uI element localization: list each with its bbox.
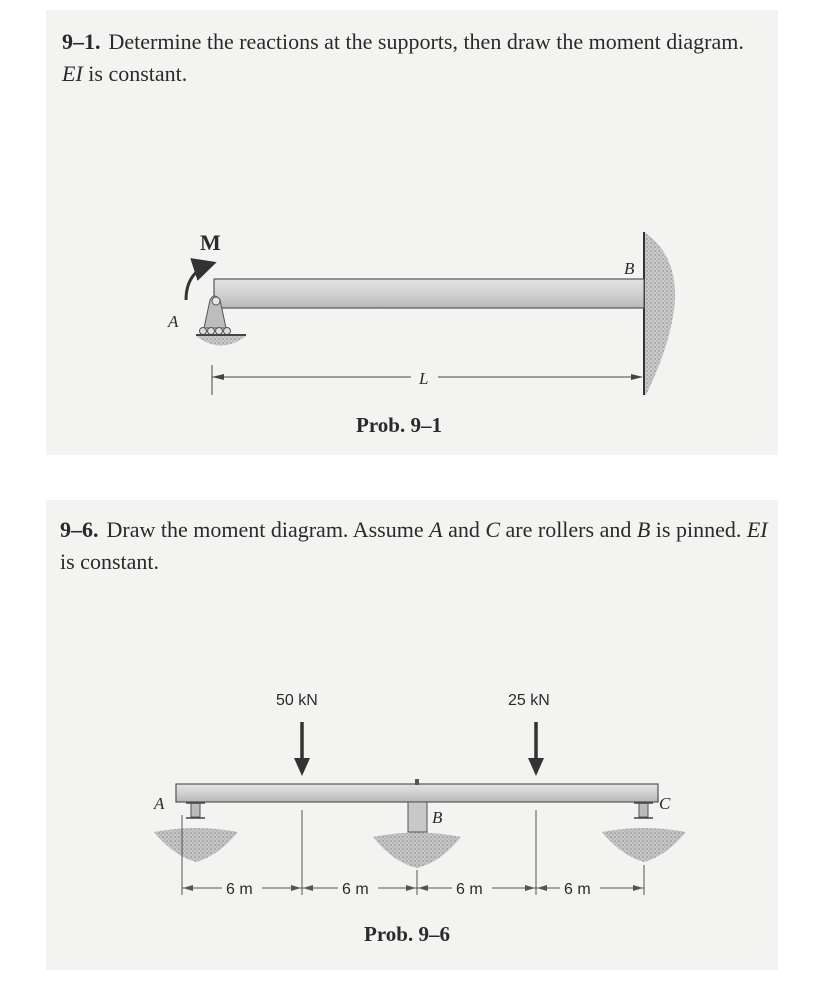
support-a-label: A: [154, 794, 165, 813]
continuous-beam-figure: [46, 500, 778, 970]
span-label-1: 6 m: [226, 881, 253, 898]
support-b-label: B: [624, 259, 635, 278]
support-a-ref: A: [429, 517, 443, 542]
roller-support-a: [154, 803, 238, 862]
figure-caption: Prob. 9–1: [356, 413, 442, 437]
cantilever-figure: [46, 10, 778, 455]
load-label-25kn: 25 kN: [508, 692, 550, 709]
pin-support-b: [373, 802, 461, 868]
load-arrow-25kn: [528, 722, 544, 776]
support-c-ref: C: [485, 517, 501, 542]
problem-text-end: is constant.: [60, 549, 159, 574]
span-label-2: 6 m: [342, 881, 369, 898]
problem-number: 9–1.: [62, 29, 101, 54]
support-c-label: C: [659, 794, 671, 813]
problem-text-end: is constant.: [88, 61, 188, 86]
beam: [176, 784, 658, 802]
problem-number: 9–6.: [60, 517, 99, 542]
problem-text-b: are rollers and: [505, 517, 632, 542]
figure-caption: Prob. 9–6: [364, 922, 450, 946]
span-label-3: 6 m: [456, 881, 483, 898]
beam-pin-tab: [415, 779, 419, 785]
support-a-label: A: [168, 312, 179, 331]
moment-label: M: [200, 230, 221, 255]
support-b-label: B: [432, 808, 443, 827]
problem-text: Determine the reactions at the supports, then draw the moment diagram.: [108, 29, 744, 54]
ei-symbol: EI: [746, 517, 768, 542]
load-arrow-50kn: [294, 722, 310, 776]
ei-symbol: EI: [62, 61, 83, 86]
span-label: L: [419, 369, 429, 388]
problem-9-6-panel: [46, 500, 778, 970]
problem-9-1-panel: [46, 10, 778, 455]
roller-support-c: [602, 803, 686, 862]
beam: [214, 279, 644, 308]
load-label-50kn: 50 kN: [276, 692, 318, 709]
problem-text-a: Draw the moment diagram. Assume: [106, 517, 424, 542]
fixed-wall: [644, 232, 675, 395]
and-word: and: [448, 517, 480, 542]
problem-text-c: is pinned.: [655, 517, 742, 542]
support-b-ref: B: [636, 517, 651, 542]
span-label-4: 6 m: [564, 881, 591, 898]
moment-arrow: [186, 264, 211, 300]
